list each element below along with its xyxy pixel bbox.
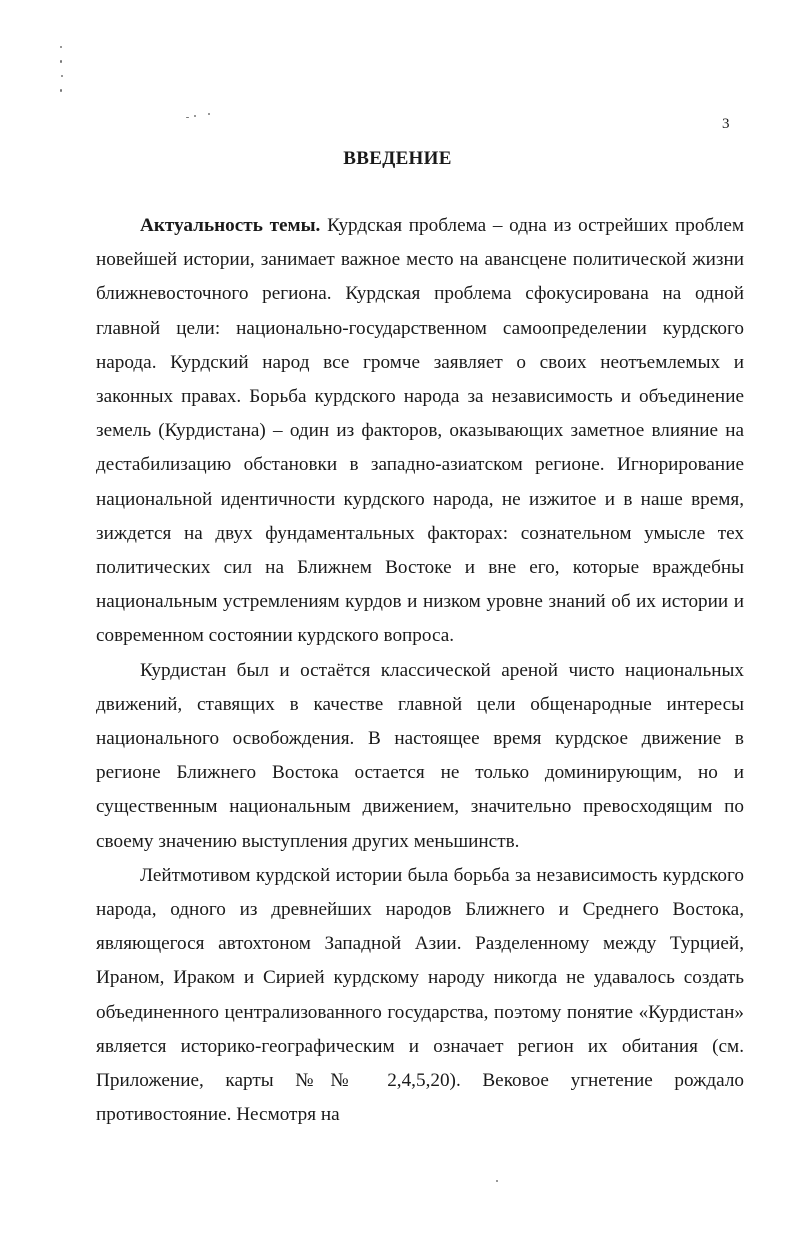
paragraph-text: Курдская проблема – одна из острейших проблем новейшей истории, занимает важное место на авансцене политической жизни ближневосточного региона. Курдская проблема сфокусирована на одной главной цели: национально-государственном самоопределении курдского народа. Курдский народ все громче заявляет о своих неотъемлемых и законных правах. Борьба курдского народа за независимость и объединение земель (Курдистана) – один из факторов, оказывающих заметное влияние на дестабилизацию обстановки в западно-азиатском регионе. Игнорирование национальной идентичности курдского народа, не изжитое и в наше время, зиждется на двух фундаментальных факторах: сознательном умысле тех политических сил на Ближнем Востоке и вне его, которые враждебны национальным устремлениям курдов и низком уровне знаний об их истории и современном состоянии курдского вопроса. bbox=[96, 215, 744, 647]
page-title: ВВЕДЕНИЕ bbox=[343, 148, 452, 169]
scan-speck bbox=[186, 117, 189, 118]
paragraph-text: Лейтмотивом курдской истории была борьба за независимость курдского народа, одного из древнейших народов Ближнего и Среднего Востока, являющегося автохтоном Западной Азии. Разделенному между Турцией, Ираном, Ираком и Сирией курдскому народу никогда не удавалось создать объединенного централизованного государства, поэтому понятие «Курдистан» является историко-географическим и означает регион их обитания (см. Приложение, карты №№ 2,4,5,20). Вековое угнетение рождало противостояние. Несмотря на bbox=[96, 864, 744, 1126]
scan-speck bbox=[60, 89, 62, 92]
paragraph bbox=[96, 209, 744, 654]
page-number: 3 bbox=[722, 116, 730, 132]
scan-speck bbox=[61, 75, 63, 77]
scan-speck bbox=[496, 1180, 498, 1182]
scan-speck bbox=[208, 113, 210, 115]
scan-speck bbox=[60, 46, 62, 48]
paragraph bbox=[96, 654, 744, 859]
scan-speck bbox=[194, 115, 196, 117]
scan-speck bbox=[60, 60, 62, 63]
paragraph-text: Курдистан был и остаётся классической ареной чисто национальных движений, ставящих в качестве главной цели общенародные интересы национального освобождения. В настоящее время курдское движение в регионе Ближнего Востока остается не только доминирующим, но и существенным национальным движением, значительно превосходящим по своему значению выступления других меньшинств. bbox=[96, 659, 744, 852]
paragraph bbox=[96, 859, 744, 1133]
paragraph-lead: Актуальность темы. bbox=[140, 215, 321, 236]
body-text bbox=[96, 209, 744, 1132]
